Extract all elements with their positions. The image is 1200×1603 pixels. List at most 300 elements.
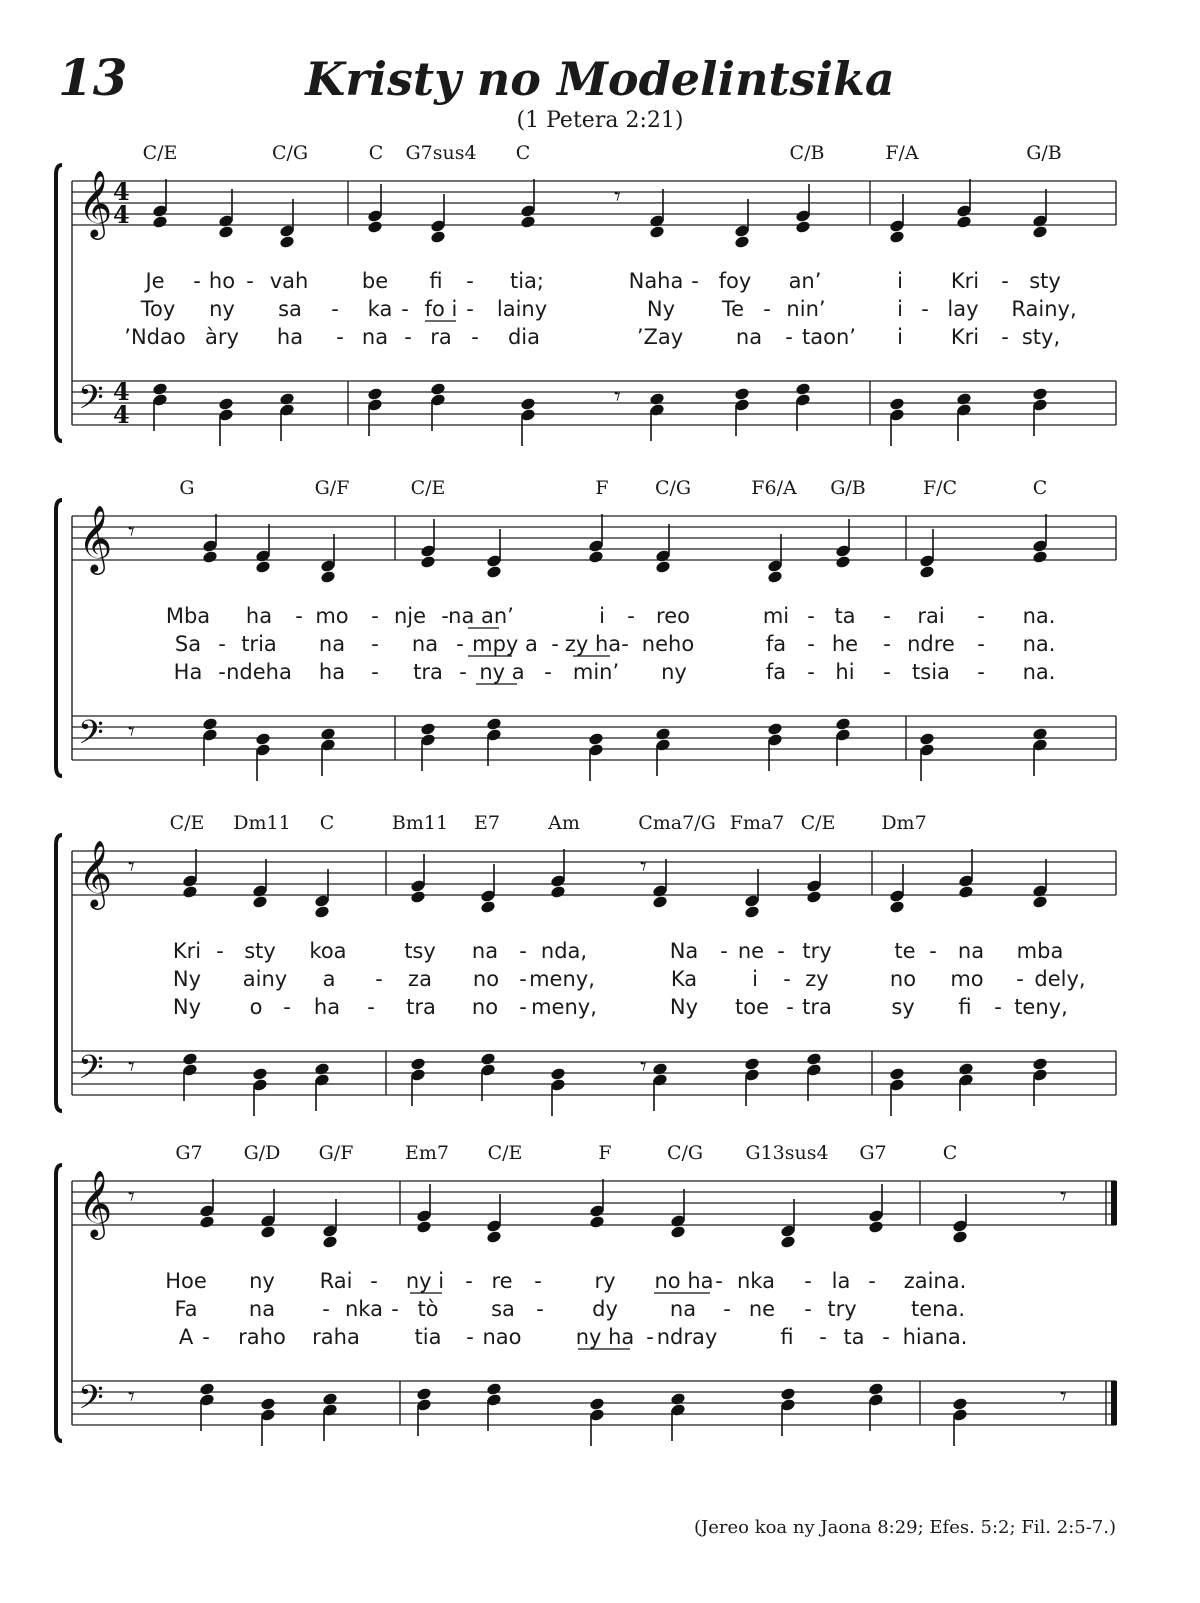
lyric-syllable: - <box>465 1269 473 1293</box>
lyric-syllable: raha <box>312 1325 360 1349</box>
lyric-syllable: - <box>1016 967 1024 991</box>
treble-note-head <box>480 900 496 914</box>
lyric-syllable: - <box>691 269 699 293</box>
treble-clef-icon: 𝄞 <box>78 1169 113 1237</box>
bass-note-head <box>670 1392 686 1406</box>
lyric-syllable: Ka <box>670 967 698 991</box>
chord-symbol: Fma7 <box>729 812 785 834</box>
bass-note-head <box>655 727 671 741</box>
eighth-rest-icon: 𝄾 <box>128 517 135 547</box>
lyric-syllable: - <box>646 1325 654 1349</box>
lyric-syllable: he <box>831 632 859 656</box>
system-bracket <box>56 165 62 441</box>
bass-note-head <box>1032 1057 1048 1071</box>
bass-clef-icon: 𝄢 <box>78 379 104 425</box>
bass-note-head <box>835 717 851 731</box>
lyric-syllable: - <box>471 325 479 349</box>
lyric-syllable: Mba <box>165 604 211 628</box>
lyric-syllable: na. <box>1022 660 1056 684</box>
treble-note-head <box>410 890 426 904</box>
lyric-syllable: re <box>491 1269 513 1293</box>
lyric-syllable: na <box>318 632 346 656</box>
lyric-syllable: - <box>519 939 527 963</box>
bass-clef-icon: 𝄢 <box>78 1049 104 1095</box>
lyric-syllable: tsy <box>404 939 436 963</box>
lyric-syllable: zy <box>805 967 829 991</box>
chord-symbol: G/B <box>830 477 866 499</box>
bass-note-head <box>520 397 536 411</box>
bass-note-head <box>952 1397 968 1411</box>
chord-symbol: G/F <box>314 477 350 499</box>
bass-time-signature-top: 4 <box>113 377 130 406</box>
scripture-reference: (1 Petera 2:21) <box>516 108 684 133</box>
lyric-syllable: - <box>202 1325 210 1349</box>
chord-symbol: F6/A <box>751 477 797 499</box>
bass-note-head <box>486 1382 502 1396</box>
lyric-syllable: ta <box>834 604 856 628</box>
chord-symbol: C/B <box>789 142 825 164</box>
lyric-syllable: ndre <box>907 632 955 656</box>
lyric-syllable: na an’ <box>448 604 514 628</box>
lyric-syllable: tra <box>413 660 443 684</box>
bass-note-head <box>218 397 234 411</box>
lyric-syllable: Fa <box>174 1297 198 1321</box>
bass-note-head <box>1032 727 1048 741</box>
lyric-syllable: - <box>977 632 985 656</box>
footnote: (Jereo koa ny Jaona 8:29; Efes. 5:2; Fil. 2:5-7.) <box>693 1517 1116 1538</box>
treble-note-head <box>649 225 665 239</box>
lyric-syllable: tia; <box>509 269 545 293</box>
lyric-syllable: ha <box>276 325 304 349</box>
lyric-syllable: - <box>216 939 224 963</box>
chord-symbol: C/G <box>271 142 309 164</box>
chord-symbol: C/E <box>142 142 178 164</box>
final-bar-thick <box>1111 1381 1117 1425</box>
lyric-syllable: - <box>322 1297 330 1321</box>
lyric-syllable: sty <box>244 939 276 963</box>
chord-symbol: G7sus4 <box>405 142 477 164</box>
bass-note-head <box>367 387 383 401</box>
bass-note-head <box>322 1392 338 1406</box>
lyric-syllable: - <box>519 967 527 991</box>
treble-note-head <box>486 565 502 579</box>
lyric-syllable: nin’ <box>786 297 826 321</box>
lyric-syllable: Ny <box>172 967 202 991</box>
chord-symbol: C/E <box>169 812 205 834</box>
bass-note-head <box>806 1052 822 1066</box>
chord-symbol: G7 <box>859 1142 887 1164</box>
lyric-syllable: Na <box>669 939 699 963</box>
lyric-syllable: na <box>411 632 439 656</box>
system-bracket <box>56 1165 62 1441</box>
chord-symbol: E7 <box>474 812 500 834</box>
lyric-syllable: ta <box>843 1325 865 1349</box>
eighth-rest-icon: 𝄾 <box>614 382 621 412</box>
lyric-syllable: nka <box>737 1269 775 1293</box>
lyric-syllable: sa <box>278 297 302 321</box>
bass-note-head <box>320 727 336 741</box>
lyric-syllable: - <box>921 297 929 321</box>
lyric-syllable: neho <box>641 632 695 656</box>
treble-note-head <box>1032 225 1048 239</box>
treble-note-head <box>430 230 446 244</box>
lyric-syllable: nka <box>345 1297 383 1321</box>
lyric-syllable: - <box>883 660 891 684</box>
lyric-syllable: - <box>441 604 449 628</box>
bass-note-head <box>550 1067 566 1081</box>
lyric-syllable: zaina. <box>903 1269 967 1293</box>
lyric-syllable: ny <box>249 1269 275 1293</box>
lyric-syllable: za <box>408 967 432 991</box>
lyric-syllable: na <box>361 325 389 349</box>
treble-note-head <box>322 1235 338 1249</box>
lyric-syllable: ndray <box>656 1325 718 1349</box>
lyric-syllable: na <box>248 1297 276 1321</box>
lyric-syllable: - <box>807 660 815 684</box>
chord-symbol: G/B <box>1026 142 1062 164</box>
lyric-syllable: fa <box>765 660 787 684</box>
lyric-syllable: - <box>218 632 226 656</box>
lyric-syllable: ’Ndao <box>124 325 186 349</box>
lyric-syllable: no <box>471 995 499 1019</box>
lyric-syllable: mi <box>762 604 790 628</box>
lyric-syllable: - <box>401 297 409 321</box>
bass-note-head <box>182 1052 198 1066</box>
lyric-syllable: sty <box>1029 269 1061 293</box>
lyric-syllable: - <box>929 939 937 963</box>
lyric-syllable: - <box>456 632 464 656</box>
lyric-syllable: Ny <box>646 297 676 321</box>
lyric-syllable: na <box>735 325 763 349</box>
chord-symbol: Bm11 <box>391 812 449 834</box>
treble-note-head <box>1032 550 1048 564</box>
lyric-syllable: - <box>804 1269 812 1293</box>
lyric-syllable: - <box>977 660 985 684</box>
lyric-syllable: - <box>459 660 467 684</box>
bass-note-head <box>956 392 972 406</box>
lyric-syllable: i <box>752 967 758 991</box>
lyric-syllable: raho <box>238 1325 286 1349</box>
bass-note-head <box>430 382 446 396</box>
lyric-syllable: no <box>889 967 917 991</box>
lyric-syllable: sy <box>891 995 915 1019</box>
time-signature-bottom: 4 <box>113 200 130 229</box>
lyric-syllable: tsia <box>912 660 950 684</box>
lyric-syllable: dely, <box>1034 967 1086 991</box>
chord-symbol: G <box>179 477 195 499</box>
chord-symbol: Em7 <box>405 1142 449 1164</box>
chord-symbol: C/E <box>800 812 836 834</box>
chord-symbol: F/C <box>922 477 958 499</box>
chord-symbol: C <box>368 142 384 164</box>
treble-note-head <box>416 1220 432 1234</box>
lyric-syllable: zy ha <box>564 632 622 656</box>
system-bracket <box>56 500 62 776</box>
lyric-syllable: tra <box>406 995 436 1019</box>
lyric-syllable: rai <box>917 604 945 628</box>
lyric-syllable: - <box>466 1325 474 1349</box>
lyric-syllable: - <box>883 604 891 628</box>
treble-note-head <box>919 565 935 579</box>
lyric-syllable: fi <box>958 995 972 1019</box>
lyric-syllable: an’ <box>788 269 822 293</box>
lyric-syllable: - <box>627 604 635 628</box>
bass-note-head <box>252 1067 268 1081</box>
lyric-syllable: - <box>621 632 629 656</box>
eighth-rest-icon: 𝄾 <box>640 852 647 882</box>
treble-note-head <box>260 1225 276 1239</box>
lyric-syllable: ra <box>430 325 452 349</box>
treble-note-head <box>767 570 783 584</box>
lyric-syllable: Rai <box>319 1269 353 1293</box>
lyric-syllable: àry <box>205 325 239 349</box>
bass-note-head <box>152 382 168 396</box>
chord-symbol: Dm7 <box>881 812 927 834</box>
lyric-syllable: - <box>193 269 201 293</box>
bass-note-head <box>255 732 271 746</box>
bass-note-head <box>868 1382 884 1396</box>
lyric-syllable: a <box>322 967 336 991</box>
bass-note-head <box>958 1062 974 1076</box>
final-bar-thick <box>1111 1181 1117 1225</box>
lyric-syllable: - <box>371 632 379 656</box>
chord-symbol: C/E <box>487 1142 523 1164</box>
lyric-syllable: mo <box>950 967 984 991</box>
treble-note-head <box>550 885 566 899</box>
eighth-rest-icon: 𝄾 <box>128 852 135 882</box>
lyric-syllable: Ny <box>172 995 202 1019</box>
lyric-syllable: Te <box>721 297 745 321</box>
treble-note-head <box>652 895 668 909</box>
lyric-syllable: - <box>544 660 552 684</box>
chord-symbol: Am <box>548 812 580 834</box>
treble-note-head <box>320 570 336 584</box>
chord-symbol: G/D <box>243 1142 281 1164</box>
lyric-syllable: fo i <box>424 297 458 321</box>
lyric-syllable: - <box>466 297 474 321</box>
lyric-syllable: - <box>246 269 254 293</box>
lyric-syllable: hi <box>835 660 855 684</box>
lyric-syllable: Rainy, <box>1011 297 1077 321</box>
lyric-syllable: mba <box>1016 939 1064 963</box>
treble-note-head <box>589 1215 605 1229</box>
lyric-syllable: - <box>536 1297 544 1321</box>
lyric-syllable: ha <box>318 660 346 684</box>
lyric-syllable: reo <box>656 604 690 628</box>
lyric-syllable: be <box>361 269 389 293</box>
treble-note-head <box>806 890 822 904</box>
lyric-syllable: - <box>807 604 815 628</box>
lyric-syllable: Kri <box>172 939 202 963</box>
chord-symbol: C <box>1032 477 1048 499</box>
treble-note-head <box>199 1215 215 1229</box>
chord-symbol: Cma7/G <box>638 812 716 834</box>
treble-note-head <box>367 220 383 234</box>
lyric-syllable: - <box>786 995 794 1019</box>
lyric-syllable: - <box>404 325 412 349</box>
treble-note-head <box>182 885 198 899</box>
lyric-syllable: mo <box>315 604 349 628</box>
lyric-syllable: i <box>897 269 903 293</box>
bass-note-head <box>420 722 436 736</box>
hymn-number: 13 <box>58 48 128 107</box>
treble-note-head <box>868 1220 884 1234</box>
lyric-syllable: mpy a <box>472 632 538 656</box>
lyric-syllable: na. <box>1022 604 1056 628</box>
lyric-syllable: ne <box>737 939 765 963</box>
lyric-syllable: dy <box>592 1297 618 1321</box>
lyric-syllable: meny, <box>529 967 595 991</box>
treble-note-head <box>889 230 905 244</box>
chord-symbol: C <box>942 1142 958 1164</box>
eighth-rest-icon: 𝄾 <box>128 1182 135 1212</box>
lyric-syllable: ndeha <box>226 660 292 684</box>
lyric-syllable: no ha <box>654 1269 714 1293</box>
lyric-syllable: - <box>819 1325 827 1349</box>
lyric-syllable: i <box>897 297 903 321</box>
lyric-syllable: tria <box>241 632 277 656</box>
lyric-syllable: Kri <box>950 325 980 349</box>
lyric-syllable: - <box>519 995 527 1019</box>
lyric-syllable: - <box>807 632 815 656</box>
eighth-rest-icon: 𝄾 <box>128 1052 135 1082</box>
treble-note-head <box>252 895 268 909</box>
bass-note-head <box>588 732 604 746</box>
lyric-syllable: dia <box>507 325 541 349</box>
bass-note-head <box>416 1387 432 1401</box>
chord-symbol: C/G <box>666 1142 704 1164</box>
lyric-syllable: sa <box>491 1297 515 1321</box>
treble-note-head <box>486 1230 502 1244</box>
lyric-syllable: na <box>669 1297 697 1321</box>
bass-note-head <box>652 1062 668 1076</box>
eighth-rest-icon: 𝄾 <box>614 182 621 212</box>
chord-symbol: F <box>598 1142 612 1164</box>
lyric-syllable: try <box>802 939 832 963</box>
lyric-syllable: - <box>336 325 344 349</box>
lyric-syllable: - <box>1001 325 1009 349</box>
lyric-syllable: Kri <box>950 269 980 293</box>
bass-note-head <box>649 392 665 406</box>
bass-note-head <box>889 397 905 411</box>
bass-note-head <box>314 1062 330 1076</box>
lyric-syllable: meny, <box>531 995 597 1019</box>
bass-note-head <box>260 1397 276 1411</box>
lyric-syllable: ha <box>245 604 273 628</box>
lyric-syllable: - <box>375 967 383 991</box>
chord-symbol: C <box>515 142 531 164</box>
lyric-syllable: ny a <box>479 660 525 684</box>
lyric-syllable: - <box>977 604 985 628</box>
lyric-syllable: ne <box>748 1297 776 1321</box>
bass-note-head <box>589 1397 605 1411</box>
lyric-syllable: hiana. <box>902 1325 968 1349</box>
lyric-syllable: Naha <box>628 269 684 293</box>
chord-symbol: G7 <box>175 1142 203 1164</box>
lyric-syllable: fi <box>429 269 443 293</box>
treble-note-head <box>314 905 330 919</box>
bass-note-head <box>279 392 295 406</box>
chord-symbol: C/E <box>410 477 446 499</box>
chord-symbol: F <box>595 477 609 499</box>
treble-note-head <box>152 215 168 229</box>
lyric-syllable: nao <box>482 1325 522 1349</box>
lyric-syllable: lainy <box>496 297 548 321</box>
bass-note-head <box>410 1057 426 1071</box>
treble-note-head <box>670 1225 686 1239</box>
lyric-syllable: nje <box>393 604 427 628</box>
lyric-syllable: te <box>894 939 916 963</box>
lyric-syllable: - <box>391 1297 399 1321</box>
bass-note-head <box>486 717 502 731</box>
lyric-syllable: tò <box>417 1297 439 1321</box>
lyric-syllable: ’Zay <box>636 325 684 349</box>
treble-note-head <box>956 215 972 229</box>
lyric-syllable: Sa <box>174 632 202 656</box>
lyric-syllable: - <box>715 1269 723 1293</box>
treble-note-head <box>780 1235 796 1249</box>
chord-symbol: C <box>319 812 335 834</box>
treble-note-head <box>952 1230 968 1244</box>
lyric-syllable: - <box>371 604 379 628</box>
chord-symbol: Dm11 <box>233 812 291 834</box>
lyric-syllable: try <box>827 1297 857 1321</box>
lyric-syllable: fa <box>765 632 787 656</box>
treble-clef-icon: 𝄞 <box>78 839 113 907</box>
lyric-syllable: - <box>785 325 793 349</box>
lyric-syllable: ka <box>367 297 393 321</box>
bass-note-head <box>1032 387 1048 401</box>
treble-note-head <box>202 550 218 564</box>
treble-note-head <box>655 560 671 574</box>
lyric-syllable: Hoe <box>165 1269 207 1293</box>
lyric-syllable: Ha <box>173 660 203 684</box>
lyric-syllable: - <box>720 939 728 963</box>
bass-note-head <box>795 382 811 396</box>
lyric-syllable: na. <box>1022 632 1056 656</box>
lyric-syllable: - <box>783 967 791 991</box>
lyric-syllable: ny <box>209 297 235 321</box>
treble-note-head <box>795 220 811 234</box>
eighth-rest-icon: 𝄾 <box>640 1052 647 1082</box>
lyric-syllable: Toy <box>140 297 176 321</box>
lyric-syllable: min’ <box>572 660 620 684</box>
lyric-syllable: - <box>283 995 291 1019</box>
lyric-syllable: - <box>763 297 771 321</box>
treble-note-head <box>420 555 436 569</box>
lyric-syllable: ny <box>661 660 687 684</box>
lyric-syllable: - <box>218 660 226 684</box>
eighth-rest-icon: 𝄾 <box>128 1382 135 1412</box>
treble-note-head <box>520 215 536 229</box>
lyric-syllable: - <box>534 1269 542 1293</box>
lyric-syllable: - <box>295 604 303 628</box>
treble-clef-icon: 𝄞 <box>78 504 113 572</box>
bass-clef-icon: 𝄢 <box>78 714 104 760</box>
lyric-syllable: - <box>370 1269 378 1293</box>
lyric-syllable: ny ha <box>575 1325 635 1349</box>
bass-note-head <box>202 717 218 731</box>
lyric-syllable: - <box>371 660 379 684</box>
lyric-syllable: - <box>868 1269 876 1293</box>
bass-note-head <box>744 1057 760 1071</box>
treble-note-head <box>734 235 750 249</box>
lyric-syllable: na <box>471 939 499 963</box>
chord-symbol: F/A <box>885 142 919 164</box>
lyric-syllable: na <box>957 939 985 963</box>
bass-note-head <box>199 1382 215 1396</box>
lyric-syllable: - <box>994 995 1002 1019</box>
